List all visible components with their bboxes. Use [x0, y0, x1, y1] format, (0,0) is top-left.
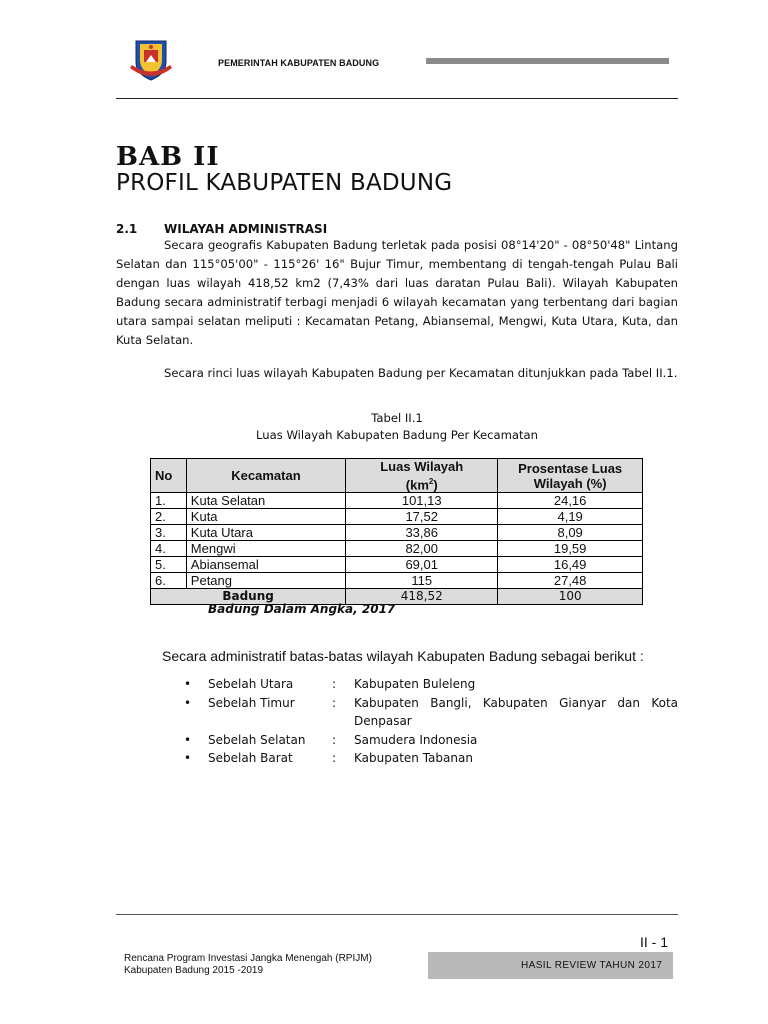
- cell-prosentase: 27,48: [498, 573, 643, 589]
- list-item: [184, 731, 678, 750]
- colon: :: [332, 677, 337, 691]
- bullet-icon: •: [184, 732, 192, 747]
- cell-no: 2.: [151, 509, 187, 525]
- header-prosentase: Prosentase Luas Wilayah (%): [498, 459, 643, 493]
- cell-prosentase: 19,59: [498, 541, 643, 557]
- cell-no: 5.: [151, 557, 187, 573]
- footer-divider: [116, 914, 678, 915]
- header-luas-label: Luas Wilayah: [380, 459, 464, 474]
- cell-prosentase: 4,19: [498, 509, 643, 525]
- cell-prosentase: 16,49: [498, 557, 643, 573]
- list-item: [184, 694, 678, 731]
- paragraph-text: Secara geografis Kabupaten Badung terletak pada posisi 08°14'20" - 08°50'48" Lintang Selatan dan 115°05'00" - 115°26' 16" Bujur Timur, membentang di tengah-tengah Pulau Bali dengan luas wilayah 418,52 km2 (7,43% dari luas daratan Pulau Bali). Wilayah Kabupaten Badung secara administratif terbagi menjadi 6 wilayah kecamatan yang terbentang dari bagian utara sampai selatan meliputi : Kecamatan Petang, Abiansemal, Mengwi, Kuta Utara, Kuta, dan Kuta Selatan.: [116, 238, 678, 347]
- boundary-value: Kabupaten Bangli, Kabupaten Gianyar dan Kota Denpasar: [354, 695, 678, 728]
- table-row: [151, 573, 643, 589]
- paragraph-geography: [116, 236, 678, 350]
- boundary-label: Sebelah Timur: [208, 695, 295, 710]
- section-title: WILAYAH ADMINISTRASI: [164, 222, 328, 236]
- bullet-icon: •: [184, 695, 192, 710]
- government-name: PEMERINTAH KABUPATEN BADUNG: [218, 58, 380, 68]
- table-row: [151, 557, 643, 573]
- table-row: [151, 525, 643, 541]
- area-table: [150, 458, 643, 605]
- chapter-label: BAB II: [116, 142, 220, 172]
- header-luas-unit: (km: [405, 477, 429, 493]
- cell-luas: 82,00: [346, 541, 498, 557]
- boundaries-intro: Secara administratif batas-batas wilayah Kabupaten Badung sebagai berikut :: [162, 648, 644, 664]
- header-luas-sup: 2: [428, 477, 434, 486]
- header-kecamatan: Kecamatan: [186, 459, 345, 493]
- header-bar: [426, 58, 669, 64]
- table-row: [151, 493, 643, 509]
- section-heading: [116, 222, 327, 236]
- footer-document-info: [124, 953, 372, 977]
- cell-luas: 69,01: [346, 557, 498, 573]
- cell-kecamatan: Kuta Utara: [186, 525, 345, 541]
- cell-prosentase: 8,09: [498, 525, 643, 541]
- list-item: [184, 749, 678, 768]
- bullet-icon: •: [184, 751, 192, 765]
- cell-prosentase: 24,16: [498, 493, 643, 509]
- colon: :: [332, 732, 337, 747]
- total-prosentase: 100: [498, 589, 643, 605]
- cell-no: 1.: [151, 493, 187, 509]
- boundary-label: Sebelah Selatan: [208, 732, 306, 747]
- bullet-icon: •: [184, 677, 192, 691]
- cell-kecamatan: Mengwi: [186, 541, 345, 557]
- table-header-row: [151, 459, 643, 493]
- cell-kecamatan: Abiansemal: [186, 557, 345, 573]
- boundary-label: Sebelah Barat: [208, 751, 293, 765]
- boundary-value: Kabupaten Buleleng: [354, 677, 476, 691]
- paragraph-text: Secara rinci luas wilayah Kabupaten Badung per Kecamatan ditunjukkan pada Tabel II.1.: [164, 366, 678, 380]
- footer-line-2: Kabupaten Badung 2015 -2019: [124, 965, 264, 976]
- boundary-label: Sebelah Utara: [208, 677, 294, 691]
- boundary-value: Samudera Indonesia: [354, 732, 478, 747]
- table-source: Badung Dalam Angka, 2017: [208, 602, 396, 616]
- header-no: No: [151, 459, 187, 493]
- boundaries-list: [184, 675, 678, 768]
- cell-kecamatan: Kuta: [186, 509, 345, 525]
- cell-no: 6.: [151, 573, 187, 589]
- boundary-value: Kabupaten Tabanan: [354, 751, 473, 765]
- cell-luas: 17,52: [346, 509, 498, 525]
- page-number: II - 1: [640, 934, 669, 950]
- cell-kecamatan: Kuta Selatan: [186, 493, 345, 509]
- table-row: [151, 509, 643, 525]
- cell-no: 4.: [151, 541, 187, 557]
- table-caption-number: Tabel II.1: [371, 411, 423, 425]
- total-label: Badung: [151, 589, 346, 605]
- header-luas-close: ): [433, 477, 438, 493]
- kabupaten-badung-logo: [126, 38, 176, 82]
- total-luas: 418,52: [346, 589, 498, 605]
- footer-review-box: [428, 952, 673, 979]
- list-item: [184, 675, 678, 694]
- paragraph-table-intro: [116, 364, 678, 383]
- colon: :: [332, 751, 337, 765]
- footer-line-1: Rencana Program Investasi Jangka Menengah (RPIJM): [124, 953, 372, 964]
- cell-no: 3.: [151, 525, 187, 541]
- cell-luas: 33,86: [346, 525, 498, 541]
- section-number: 2.1: [116, 222, 138, 236]
- colon: :: [332, 695, 337, 710]
- header-divider: [116, 98, 678, 99]
- footer-review-text: HASIL REVIEW TAHUN 2017: [521, 960, 663, 971]
- header-luas: [346, 459, 498, 493]
- chapter-title: PROFIL KABUPATEN BADUNG: [116, 170, 453, 196]
- cell-kecamatan: Petang: [186, 573, 345, 589]
- cell-luas: 101,13: [346, 493, 498, 509]
- table-row: [151, 541, 643, 557]
- cell-luas: 115: [346, 573, 498, 589]
- table-caption-title: Luas Wilayah Kabupaten Badung Per Kecamatan: [256, 428, 538, 442]
